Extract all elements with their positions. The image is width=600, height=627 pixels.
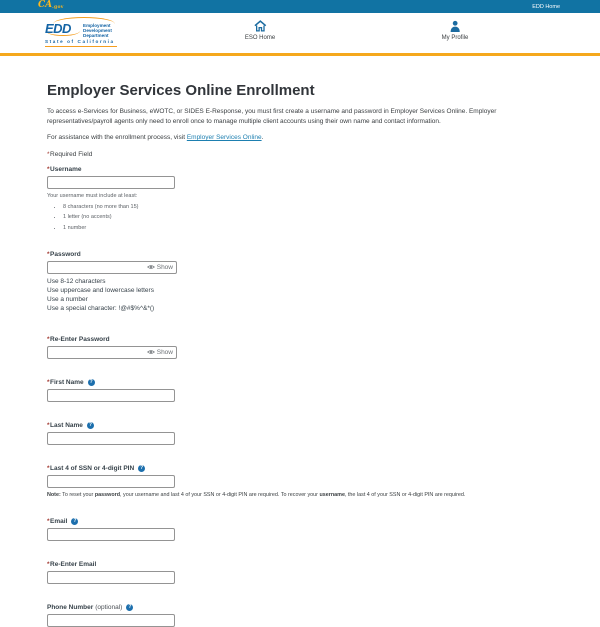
help-icon[interactable]: ? (128, 603, 132, 610)
password-rules (47, 277, 553, 313)
home-icon (254, 20, 267, 32)
password-input[interactable] (48, 263, 145, 272)
required-mark: * (47, 166, 50, 173)
show-label: Show (156, 263, 173, 271)
ssn-note: Note: To reset your password, your username and last 4 of your SSN or 4-digit PIN are required. To recover your username, the last 4 of your SSN or 4-digit PIN are required. (47, 491, 466, 498)
required-field-note (47, 151, 553, 158)
required-mark: * (47, 250, 50, 258)
email-input[interactable] (47, 528, 175, 541)
username-requirement: • 1 letter (no accents) (63, 214, 553, 220)
first-name-label: * First Name ? (47, 378, 93, 386)
reenter-password-label: * Re-Enter Password (47, 335, 110, 343)
nav-my-profile[interactable] (442, 20, 469, 41)
first-name-group (47, 379, 553, 402)
assistance-text: For assistance with the enrollment process, visit (47, 134, 187, 141)
help-icon[interactable]: ? (140, 464, 144, 471)
first-name-input[interactable] (47, 389, 175, 402)
eye-icon (147, 349, 155, 355)
username-requirement: • 8 characters (no more than 15) (63, 204, 553, 210)
username-label: * Username (47, 166, 82, 173)
required-mark: * (47, 151, 50, 158)
ca-gov-logo-suffix: .gov (52, 5, 64, 10)
help-icon[interactable]: ? (73, 517, 77, 524)
nav-my-profile-label: My Profile (441, 35, 469, 41)
assistance-paragraph (47, 134, 553, 141)
email-group (47, 518, 553, 541)
last-name-label: * Last Name ? (47, 421, 92, 429)
ssn-pin-group (47, 465, 553, 498)
ssn-pin-label: * Last 4 of SSN or 4-digit PIN ? (47, 464, 144, 472)
show-label: Show (156, 348, 173, 356)
username-input[interactable] (47, 176, 175, 189)
username-requirement: • 1 number (63, 225, 553, 231)
reenter-email-group (47, 561, 553, 584)
help-icon[interactable]: ? (88, 421, 92, 428)
password-label: * Password (47, 250, 81, 258)
nav-eso-home[interactable] (245, 20, 275, 41)
employer-services-online-link[interactable]: Employer Services Online (186, 134, 262, 141)
ca-gov-logo[interactable] (38, 1, 64, 12)
password-rule: Use a special character: !@#$%^&*() (47, 304, 155, 312)
required-mark: * (47, 421, 50, 429)
username-requirements (63, 204, 553, 231)
intro-paragraph: To access e-Services for Business, eWOTC, or SIDES E-Response, you must first create a username and password in Employer Services Online. Employer representatives/payroll agents only need to enroll once to manage multiple client accounts using their own name and contact information. (47, 108, 497, 125)
required-mark: * (47, 517, 50, 525)
profile-icon (448, 20, 461, 32)
main-content (0, 56, 600, 627)
reenter-password-group (47, 336, 553, 359)
assistance-text-suffix: . (261, 134, 264, 141)
reenter-password-input[interactable] (48, 348, 145, 357)
ca-gov-logo-main: CA (38, 0, 53, 10)
required-text: Required Field (50, 151, 93, 158)
last-name-input[interactable] (47, 432, 175, 445)
required-mark: * (47, 560, 50, 568)
edd-logo-department-text: Employment Development Department (83, 23, 112, 38)
required-mark: * (47, 464, 50, 472)
edd-home-link[interactable]: EDD Home (532, 3, 560, 10)
eye-icon (147, 264, 155, 270)
edd-logo[interactable] (45, 17, 125, 47)
page-title: Employer Services Online Enrollment (47, 82, 315, 99)
password-rule: Use uppercase and lowercase letters (47, 286, 154, 294)
reenter-password-field (47, 346, 177, 359)
required-mark: * (47, 335, 50, 343)
site-header (0, 13, 600, 53)
last-name-group (47, 422, 553, 445)
username-group (47, 166, 553, 231)
top-utility-bar (0, 0, 600, 13)
phone-optional-text: (optional) (95, 603, 123, 611)
edd-logo-wordmark: EDD (45, 21, 71, 36)
edd-logo-state-text: State of California (45, 39, 117, 47)
reenter-email-input[interactable] (47, 571, 175, 584)
password-field (47, 261, 177, 274)
username-hint: Your username must include at least: (47, 193, 138, 199)
password-rule: Use 8-12 characters (47, 277, 106, 285)
password-rule: Use a number (47, 295, 88, 303)
required-mark: * (47, 378, 50, 386)
password-show-button[interactable] (145, 264, 176, 271)
phone-input[interactable] (47, 614, 175, 627)
phone-group (47, 604, 553, 627)
email-label: * Email ? (47, 517, 77, 525)
phone-label: Phone Number (optional) ? (47, 603, 132, 611)
ssn-pin-input[interactable] (47, 475, 175, 488)
nav-eso-home-label: ESO Home (244, 35, 276, 41)
reenter-password-show-button[interactable] (145, 349, 176, 356)
password-group (47, 251, 553, 313)
reenter-email-label: * Re-Enter Email (47, 560, 97, 568)
help-icon[interactable]: ? (89, 378, 93, 385)
